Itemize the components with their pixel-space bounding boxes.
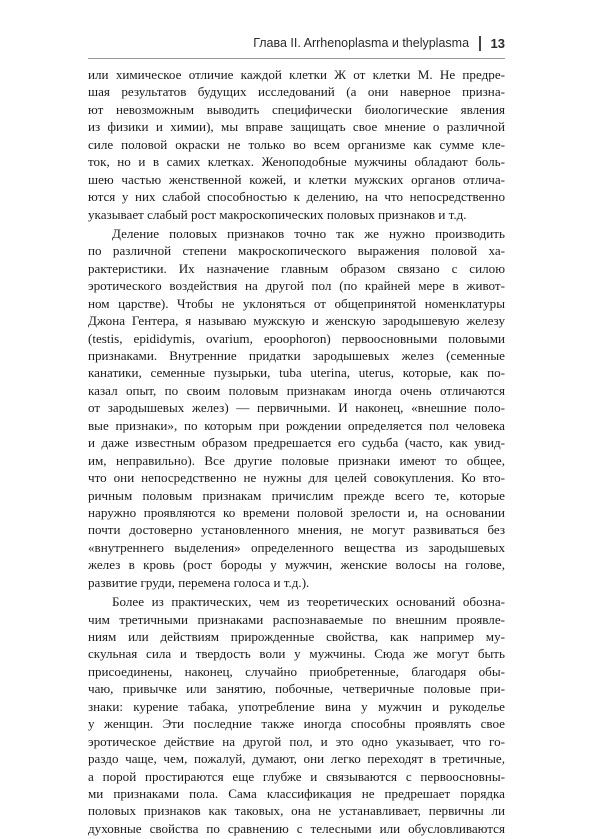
- text-line: из физики и химии), мы вправе защищать свое мнение о различной: [88, 119, 505, 135]
- text-line: «внутреннего выделения» определенного вещества из зародышевых: [88, 539, 505, 555]
- text-line: рактеристики. Их назначение главным образом связано с силою: [88, 260, 505, 276]
- text-line: Джона Гентера, я называю мужскую и женскую зародышевую железу: [88, 313, 505, 329]
- text-line: ток, но и в самих клетках. Женоподобные мужчины обладают боль-: [88, 154, 505, 170]
- header-divider: [479, 36, 481, 51]
- text-line: знаки: курение табака, употребление вина у мужчин и рукоделье: [88, 698, 505, 714]
- text-line: присоединены, наконец, случайно приобретенные, благодаря обы-: [88, 663, 505, 679]
- header-rule: [88, 58, 505, 59]
- text-line: ют невозможным выводить специфически биологические явления: [88, 101, 505, 117]
- text-line: от зародышевых желез) — первичными. И наконец, «внешние поло-: [88, 400, 505, 416]
- text-line: скульная сила и твердость воли у мужчины. Сюда же могут быть: [88, 646, 505, 662]
- text-line: по различной степени макроскопического выражения половой ха-: [88, 243, 505, 259]
- text-line: духовные свойства по сравнению с телесными или обусловливаются: [88, 820, 505, 836]
- text-line: им, неправильно). Все другие половые признаки имеют то общее,: [88, 452, 505, 468]
- text-line: ми признаками пола. Сама классификация не предрешает порядка: [88, 785, 505, 801]
- text-line: казал опыт, по своим половым признакам иногда очень отличаются: [88, 382, 505, 398]
- text-line: указывает слабый рост макроскопических половых признаков и т.д.: [88, 206, 467, 222]
- text-line: ниям или действиям прирожденные свойства, как например му-: [88, 629, 505, 644]
- text-line: признаками. Внутренние придатки зародышевых желез (семенные: [88, 348, 505, 363]
- text-line: силе половой окраски не только во всем организме как сумме кле-: [88, 136, 505, 152]
- text-line: эротического воздействия на другой пол (по крайней мере в живот-: [88, 278, 505, 294]
- text-line: шею частью женственной кожей, и клетки мужских органов отлича-: [88, 171, 505, 187]
- text-line: чаю, привычке или занятию, побочные, четверичные половые при-: [88, 681, 505, 697]
- text-line: ются у них слабой способностью к делению, на что непосредственно: [88, 189, 505, 205]
- text-line: и даже известным образом предрешается его судьба (часто, как увид-: [88, 435, 505, 451]
- text-line: канатики, семенные пузырьки, tuba uterina, uterus, которые, как по-: [88, 365, 505, 381]
- text-line: ричным половым признакам причислим прежде всего те, которые: [88, 487, 505, 503]
- text-line: чим третичными признаками распознаваемые по внешним проявле-: [88, 611, 505, 627]
- paragraph: [88, 225, 505, 591]
- text-line: желез в кровь (рост бороды у мужчин, женские волосы на голове,: [88, 557, 505, 573]
- text-line: или химическое отличие каждой клетки Ж от клетки М. Не предре-: [88, 67, 505, 82]
- text-line: наружно проявляются ко времени половой зрелости и, на основании: [88, 504, 505, 520]
- text-line: ном царстве). Чтобы не уклоняться от общепринятой номенклатуры: [88, 295, 505, 311]
- text-line: половых признаков как таковых, она не устанавливает, первичны ли: [88, 803, 505, 819]
- running-header: [88, 34, 505, 52]
- text-line: эротическое действие на другой пол, и это одно указывает, что го-: [88, 733, 505, 749]
- body-text: [88, 66, 505, 839]
- text-line: раздо чаще, чем, пожалуй, думают, они легко переходят в третичные,: [88, 751, 505, 767]
- text-line: Деление половых признаков точно так же нужно производить: [112, 225, 505, 241]
- text-line: у женщин. Эти последние также иногда способны проявлять свое: [88, 716, 505, 732]
- text-line: развитие груди, перемена голоса и т.д.).: [88, 574, 310, 590]
- text-line: Более из практических, чем из теоретических оснований обозна-: [112, 594, 505, 610]
- text-line: (testis, epididymis, ovarium, epoophoron) первоосновными половыми: [88, 330, 505, 346]
- text-line: что они непосредственно не нужны для целей совокупления. Ко вто-: [88, 470, 505, 486]
- text-line: а порой простираются еще глубже и связываются с первоосновны-: [88, 768, 505, 784]
- chapter-title: Глава II. Arrhenoplasma и thelyplasma: [253, 36, 470, 50]
- paragraph: [88, 66, 505, 223]
- text-line: шая результатов будущих исследований (а они наверное призна-: [88, 84, 505, 100]
- text-line: вые признаки», по которым при рождении определяется пол человека: [88, 417, 505, 433]
- page-number: 13: [490, 35, 505, 51]
- text-line: почти достоверно установленного мнения, не могут развиваться без: [88, 522, 505, 538]
- paragraph: [88, 593, 505, 837]
